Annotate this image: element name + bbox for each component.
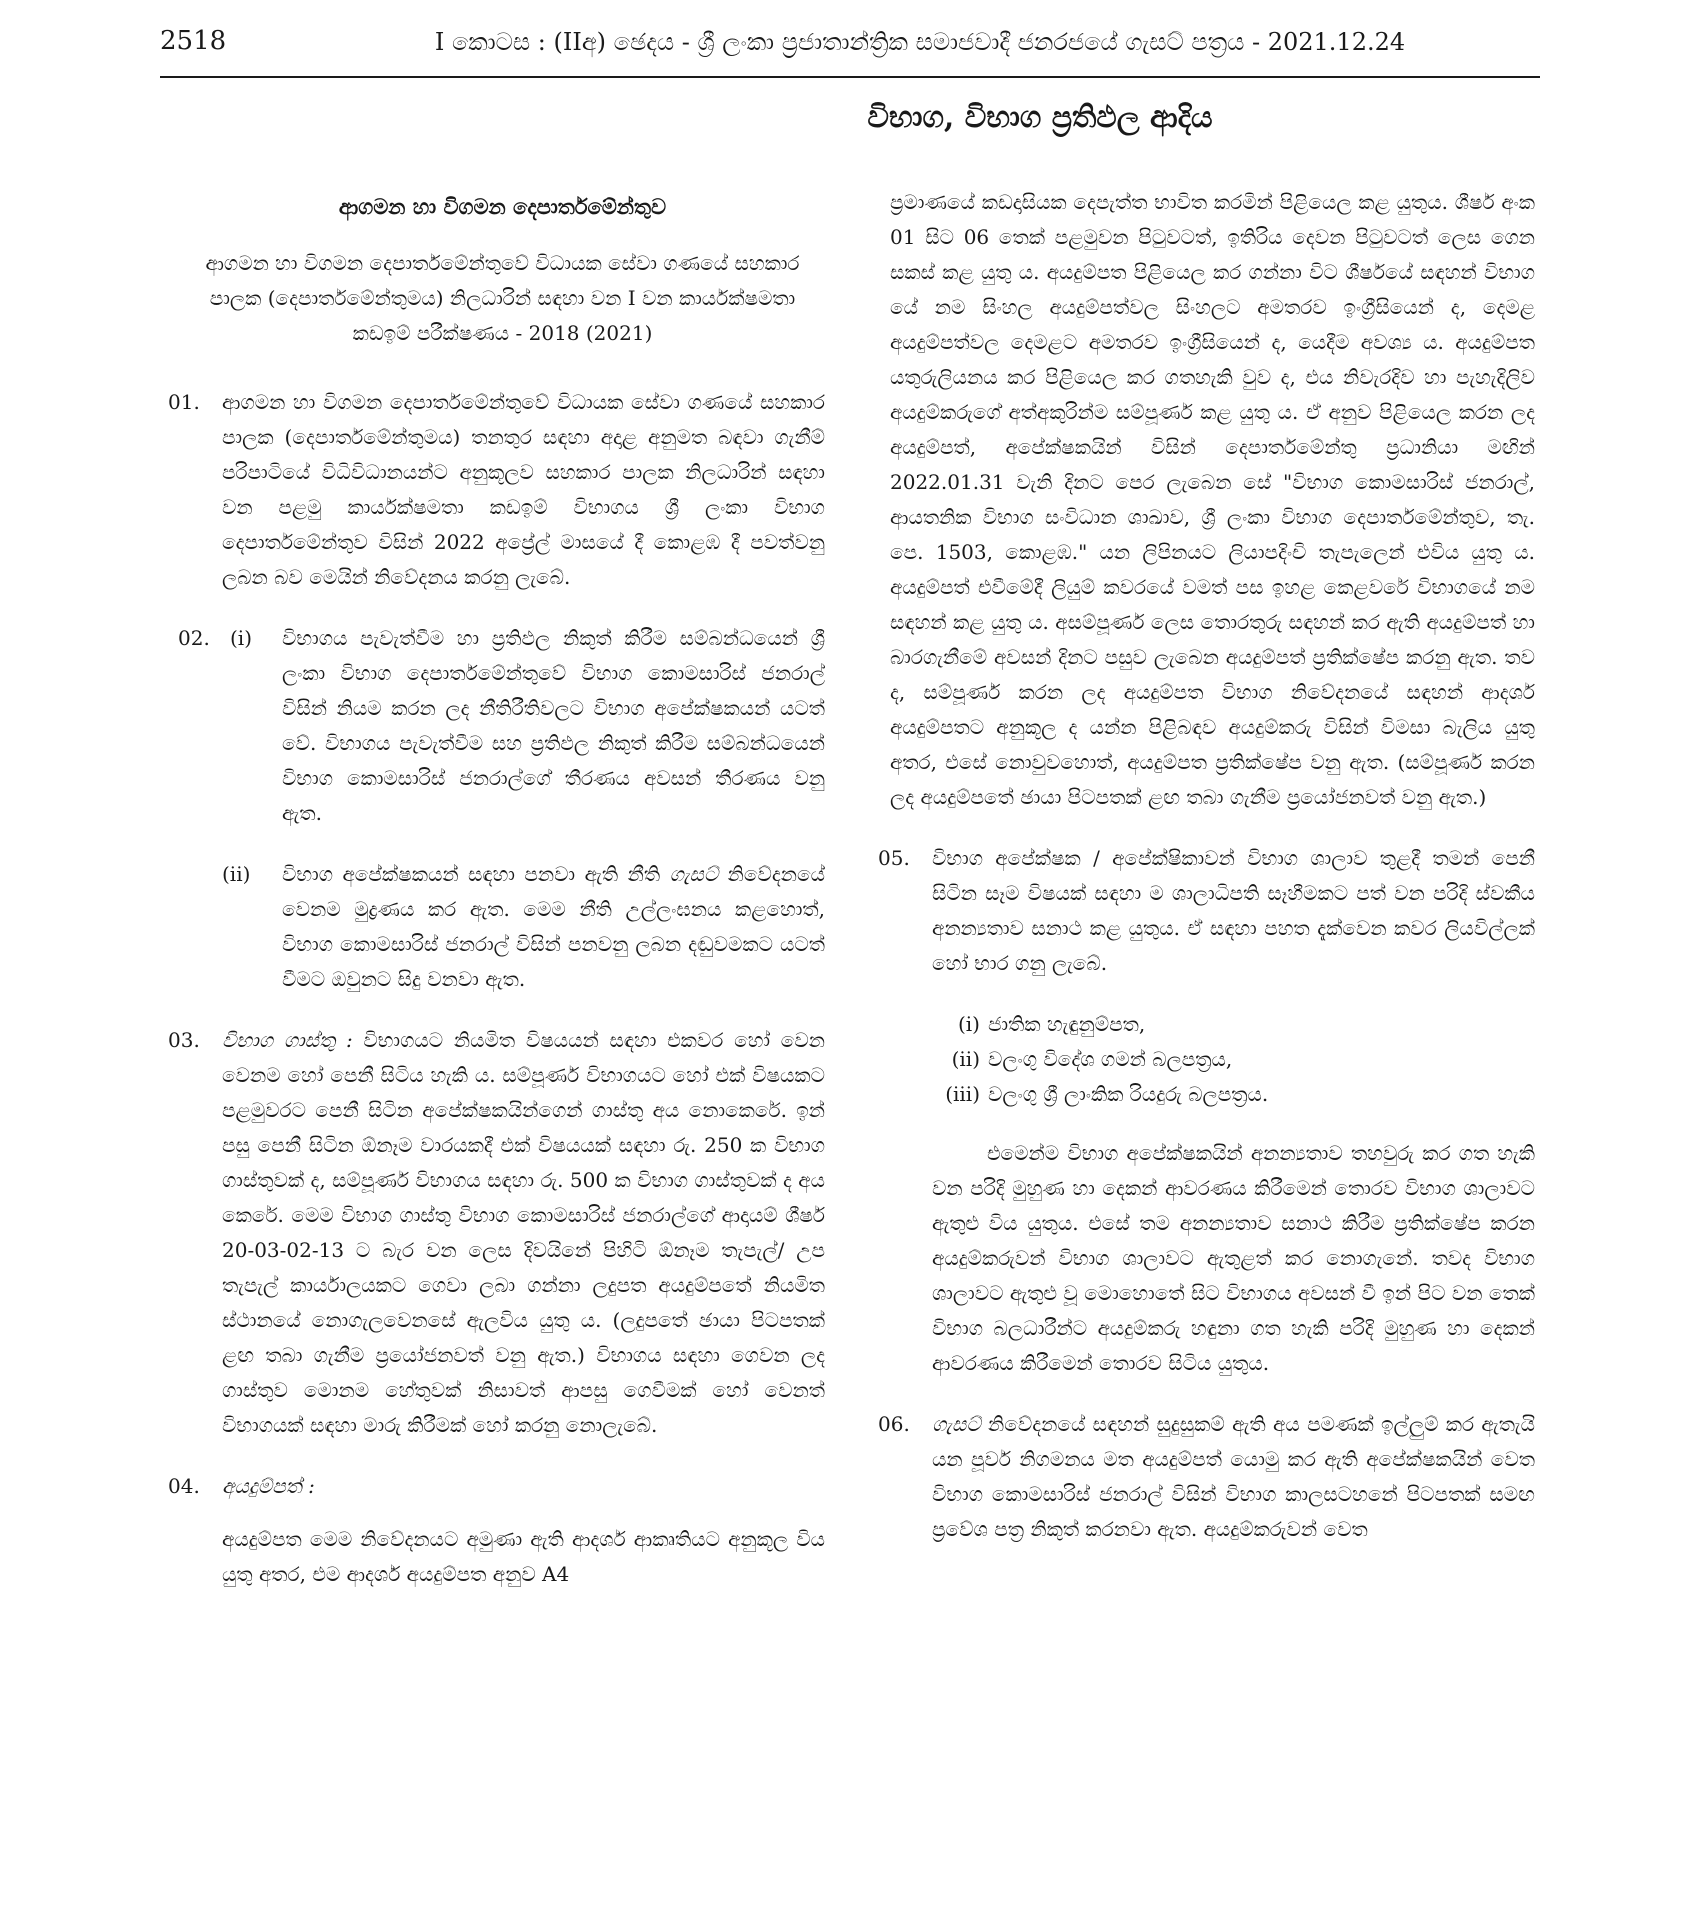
item-number: 04. bbox=[168, 1474, 200, 1498]
running-header: I කොටස : (IIඅ) ඡෙදය - ශ්‍රී ලංකා ප්‍රජාතාන්ත්‍රික සමාජවාදී ජනරජයේ ගැසට් පත්‍රය - 2021.12.24 bbox=[434, 28, 1406, 56]
item-lead: ගැසට් bbox=[932, 1412, 981, 1436]
list-label: (ii) bbox=[951, 1047, 980, 1071]
item-number: 03. bbox=[168, 1028, 200, 1052]
item-number: 02. bbox=[178, 626, 210, 650]
item-text: ආගමන හා විගමන දෙපාර්තමේන්තුවේ විධායක සේවා ගණයේ සහකාර පාලක (දෙපාර්තමේන්තුමය) තනතුර සඳහා අදාළ අනුමත බඳවා ගැනීම් පරිපාටියේ විධිවිධානයන්ට අනුකූලව සහකාර පාලක නිලධාරින් සඳහා වන පළමු කාර්යක්ෂමතා කඩඉම් විභාගය ශ්‍රී ලංකා විභාග දෙපාර්තමේන්තුව විසින් 2022 අප්‍රේල් මාසයේ දී කොළඹ දී පවත්වනු ලබන බව මෙයින් නිවේදනය කරනු ලැබේ. bbox=[222, 390, 825, 589]
italic-word: ගැසට් bbox=[669, 862, 719, 886]
list-item bbox=[928, 1042, 1535, 1077]
item-number: 05. bbox=[878, 846, 910, 870]
exam-title: ආගමන හා විගමන දෙපාර්තමේන්තුවේ විධායක සේවා ගණයේ සහකාර පාලක (දෙපාර්තමේන්තුමය) නිලධාරින් සඳහා වන I වන කාර්යක්ෂමතා කඩඉම් පරීක්ෂණය - 2018 (2021) bbox=[205, 251, 800, 345]
list-text: ජාතික හැඳුනුම්පත, bbox=[988, 1012, 1146, 1036]
item-text: විභාග අපේක්ෂක / අපේක්ෂිකාවන් විභාග ශාලාව තුළදී තමන් පෙනී සිටින සෑම විෂයක් සඳහා ම ශාලාධිපති සෑහීමකට පත් වන පරිදි ස්වකීය අනන්‍යතාව සනාථ කළ යුතුය. ඒ සඳහා පහත දැක්වෙන කවර ලියවිල්ලක් හෝ භාර ගනු ලැබේ. bbox=[932, 846, 1535, 975]
right-column bbox=[878, 185, 1535, 1573]
item-number: 06. bbox=[878, 1412, 910, 1436]
item-03 bbox=[168, 1023, 825, 1443]
item-text: විභාගය පැවැත්වීම හා ප්‍රතිඵල නිකුත් කිරීම සම්බන්ධයෙන් ශ්‍රී ලංකා විභාග දෙපාර්තමේන්තුවේ විභාග කොමසාරිස් ජනරාල් විසින් නියම කරන ලද නීතිරීතිවලට විභාග අපේක්ෂකයන් යටත් වේ. විභාගය පැවැත්වීම සහ ප්‍රතිඵල නිකුත් කිරීම සම්බන්ධයෙන් විභාග කොමසාරිස් ජනරාල්ගේ තීරණය අවසන් තීරණය වනු ඇත. bbox=[282, 626, 825, 825]
item-04 bbox=[168, 1469, 825, 1504]
item-01 bbox=[168, 385, 825, 595]
item-05-paragraph: එමෙන්ම විභාග අපේක්ෂකයින් අනන්‍යතාව තහවුරු කර ගත හැකි වන පරිදි මුහුණ හා දෙකන් ආවරණය කිරීමෙන් තොරව විභාග ශාලාවට ඇතුළු විය යුතුය. එසේ තම අනන්‍යතාව සනාථ කිරීම ප්‍රතික්ෂේප කරන අයදුම්කරුවන් විභාග ශාලාවට ඇතුළත් කර නොගැනේ. තවද විභාග ශාලාවට ඇතුළු වූ මොහොතේ සිට විභාගය අවසන් වී ඉන් පිට වන තෙක් විභාග බලධාරීන්ට අයදුම්කරු හඳුනා ගත හැකි පරිදි මුහුණ හා දෙකන් ආවරණය කිරීමෙන් තොරව සිටිය යුතුය. bbox=[932, 1141, 1535, 1375]
item-text: විභාගයට නියමිත විෂයයන් සඳහා එකවර හෝ වෙන වෙනම හෝ පෙනී සිටිය හැකි ය. සම්පූර්ණ විභාගයට හෝ එක් විෂයකට පළමුවරට පෙනී සිටින අපේක්ෂකයින්ගෙන් ගාස්තු අය නොකෙරේ. ඉන් පසු පෙනී සිටින ඕනෑම වාරයකදී එක් විෂයයක් සඳහා රු. 250 ක විභාග ගාස්තුවක් ද, සම්පූර්ණ විභාගය සඳහා රු. 500 ක විභාග ගාස්තුවක් ද අය කෙරේ. මෙම විභාග ගාස්තු විභාග කොමසාරිස් ජනරාල්ගේ ආදායම් ශීර්ෂ 20-03-02-13 ට බැර වන ලෙස දිවයිනේ පිහිටි ඕනෑම තැපැල්/ උප තැපැල් කාර්යාලයකට ගෙවා ලබා ගන්නා ලදුපත අයදුම්පතේ නියමිත ස්ථානයේ නොගැලවෙනසේ ඇලවිය යුතු ය. (ලදුපතේ ඡායා පිටපතක් ළඟ තබා ගැනීම ප්‍රයෝජනවත් වනු ඇත.) විභාගය සඳහා ගෙවන ලද ගාස්තුව මොනම හේතුවක් නිසාවත් ආපසු ගෙවීමක් හෝ වෙනත් විභාගයක් සඳහා මාරු කිරීමක් හෝ කරනු නොලැබේ. bbox=[222, 1028, 825, 1437]
item-lead: අයදුම්පත් : bbox=[222, 1474, 315, 1498]
item-number: 01. bbox=[168, 390, 200, 414]
item-lead: විභාග ගාස්තු : bbox=[222, 1028, 353, 1052]
item-04-continued: ප්‍රමාණයේ කඩදාසියක දෙපැත්ත භාවිත කරමින් පිළියෙල කළ යුතුය. ශීර්ෂ අංක 01 සිට 06 තෙක් පළමුවන පිටුවටත්, ඉතිරිය දෙවන පිටුවටත් ලෙස ගෙන සකස් කළ යුතු ය. අයදුම්පත පිළියෙල කර ගන්නා විට ශීර්ෂයේ සඳහන් විභාග යේ නම සිංහල අයදුම්පත්වල සිංහලට අමතරව ඉංග්‍රීසියෙන් ද, දෙමළ අයදුම්පත්වල දෙමළට අමතරව ඉංග්‍රීසියෙන් ද, යෙදීම අවශ්‍ය ය. අයදුම්පත යතුරුලියනය කර පිළියෙල කර ගතහැකි වුව ද, එය නිවැරදිව හා පැහැදිලිව අයදුම්කරුගේ අත්අකුරින්ම සම්පූර්ණ කළ යුතු ය. ඒ අනුව පිළියෙල කරන ලද අයදුම්පත්, අපේක්ෂකයින් විසින් දෙපාර්තමේන්තු ප්‍රධානියා මඟින් 2022.01.31 වැනි දිනට පෙර ලැබෙන සේ "විභාග කොමසාරිස් ජනරාල්, ආයතනික විභාග සංවිධාන ශාඛාව, ශ්‍රී ලංකා විභාග දෙපාර්තමේන්තුව, තැ. පෙ. 1503, කොළඹ." යන ලිපිනයට ලියාපදිංචි තැපැලෙන් එවිය යුතු ය. අයදුම්පත් එවීමේදී ලියුම් කවරයේ වමත් පස ඉහළ කෙළවරේ විභාගයේ නම සඳහන් කළ යුතු ය. අසම්පූර්ණ ලෙස තොරතුරු සඳහන් කර ඇති අයදුම්පත් හා බාරගැනීමේ අවසන් දිනට පසුව ලැබෙන අයදුම්පත් ප්‍රතික්ෂේප කරනු ඇත. තව ද, සම්පූර්ණ කරන ලද අයදුම්පත විභාග නිවේදනයේ සඳහන් ආදර්ශ අයදුම්පතට අනුකූල ද යන්න පිළිබඳව අයදුම්කරු විසින් විමසා බැලිය යුතු අතර, එසේ නොවුවහොත්, අයදුම්පත ප්‍රතික්ෂේප වනු ඇත. (සම්පූර්ණ කරන ලද අයදුම්පතේ ඡායා පිටපතක් ළඟ තබා ගැනීම ප්‍රයෝජනවත් වනු ඇත.) bbox=[890, 190, 1535, 809]
item-02-i bbox=[180, 621, 825, 831]
list-item bbox=[928, 1007, 1535, 1042]
item-text: නිවේදනයේ සඳහන් සුදුසුකම් ඇති අය පමණක් ඉල්ලුම් කර ඇතැයි යන පූර්ව නිගමනය මත අයදුම්පත් යොමු කර ඇති අපේක්ෂකයින් වෙත විභාග කොමසාරිස් ජනරාල් විසින් විභාග කාලසටහනේ පිටපතක් සමඟ ප්‍රවේශ පත්‍ර නිකුත් කරනවා ඇත. අයදුම්කරුවන් වෙත bbox=[932, 1412, 1535, 1541]
item-text: නිවේදනයේ වෙනම මුද්‍රණය කර ඇත. මෙම නීති උල්ලංඝනය කළහොත්, විභාග කොමසාරිස් ජනරාල් විසින් පනවනු ලබන දඬුවමකට යටත් වීමට ඔවුනට සිදු වනවා ඇත. bbox=[282, 862, 825, 991]
list-item bbox=[928, 1077, 1535, 1112]
item-04-text: අයදුම්පත මෙම නිවේදනයට අමුණා ඇති ආදර්ශ ආකෘතියට අනුකූල විය යුතු අතර, එම ආදර්ශ අයදුම්පත අනුව A4 bbox=[222, 1527, 825, 1586]
header-rule bbox=[160, 76, 1540, 78]
sub-label: (ii) bbox=[222, 862, 251, 886]
list-label: (iii) bbox=[945, 1082, 980, 1106]
department-heading: ආගමන හා විගමන දෙපාර්තමේන්තුව bbox=[338, 194, 667, 219]
item-05 bbox=[878, 841, 1535, 981]
section-title: විභාග, විභාග ප්‍රතිඵල ආදිය bbox=[867, 100, 1213, 135]
id-document-list bbox=[890, 1007, 1535, 1112]
item-text: විභාග අපේක්ෂකයන් සඳහා පනවා ඇති නීති bbox=[282, 862, 670, 886]
list-text: වලංගු විදේශ ගමන් බලපත්‍රය, bbox=[988, 1047, 1233, 1071]
list-text: වලංගු ශ්‍රී ලාංකික රියදුරු බලපත්‍රය. bbox=[988, 1082, 1269, 1106]
sub-label: (i) bbox=[230, 626, 253, 650]
left-column bbox=[168, 185, 825, 1618]
item-02-ii bbox=[180, 857, 825, 997]
list-label: (i) bbox=[957, 1012, 980, 1036]
item-06 bbox=[878, 1407, 1535, 1547]
page-number: 2518 bbox=[160, 26, 227, 56]
